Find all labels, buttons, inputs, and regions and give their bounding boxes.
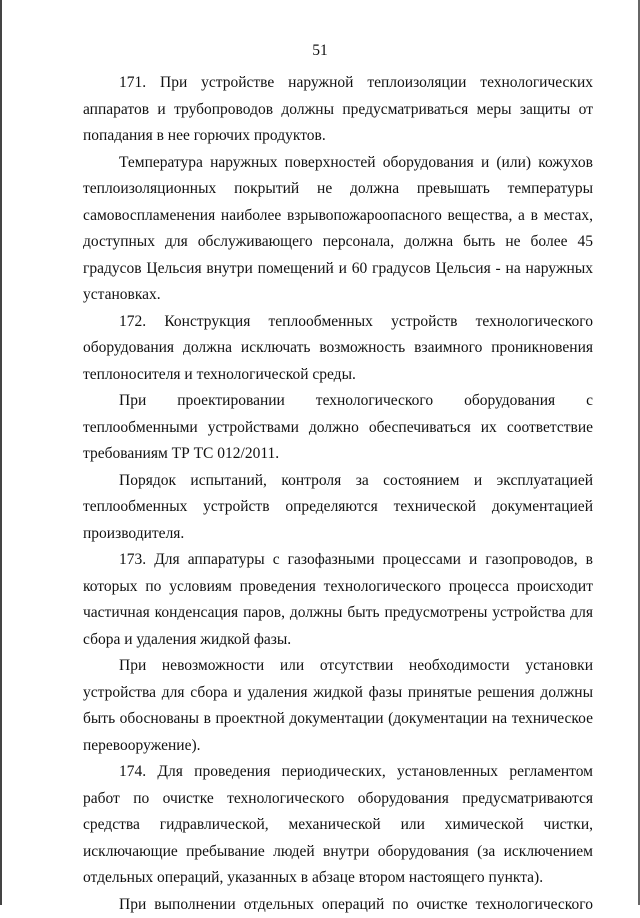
paragraph-temperature: Температура наружных поверхностей оборудования и (или) кожухов теплоизоляционных покрытий не должна превышать температуры самовоспламенения наиболее взрывопожароопасного вещества, а в местах, доступных для обслуживающего персонала, должна быть не более 45 градусов Цельсия внутри помещений и 60 градусов Цельсия - на наружных установках. [83, 150, 593, 309]
body-text [83, 70, 593, 918]
paragraph-partial: При выполнении отдельных операций по очистке технологического [83, 892, 593, 918]
paragraph-174: 174. Для проведения периодических, установленных регламентом работ по очистке технологического оборудования предусматриваются средства гидравлической, механической или химической чистки, исключающие пребывание людей внутри оборудования (за исключением отдельных операций, указанных в абзаце втором настоящего пункта). [83, 759, 593, 892]
paragraph-justification: При невозможности или отсутствии необходимости установки устройства для сбора и удаления жидкой фазы принятые решения должны быть обоснованы в проектной документации (документации на техническое перевооружение). [83, 653, 593, 759]
paragraph-173: 173. Для аппаратуры с газофазными процессами и газопроводов, в которых по условиям проведения технологического процесса происходит частичная конденсация паров, должны быть предусмотрены устройства для сбора и удаления жидкой фазы. [83, 547, 593, 653]
paragraph-design: При проектировании технологического оборудования с теплообменными устройствами должно обеспечиваться их соответствие требованиям ТР ТС 012/2011. [83, 388, 593, 468]
paragraph-172: 172. Конструкция теплообменных устройств технологического оборудования должна исключать возможность взаимного проникновения теплоносителя и технологической среды. [83, 309, 593, 389]
page-number: 51 [0, 42, 640, 60]
scan-border-left [0, 0, 2, 905]
paragraph-171: 171. При устройстве наружной теплоизоляции технологических аппаратов и трубопроводов должны предусматриваться меры защиты от попадания в нее горючих продуктов. [83, 70, 593, 150]
paragraph-testing: Порядок испытаний, контроля за состоянием и эксплуатацией теплообменных устройств определяются технической документацией производителя. [83, 468, 593, 548]
